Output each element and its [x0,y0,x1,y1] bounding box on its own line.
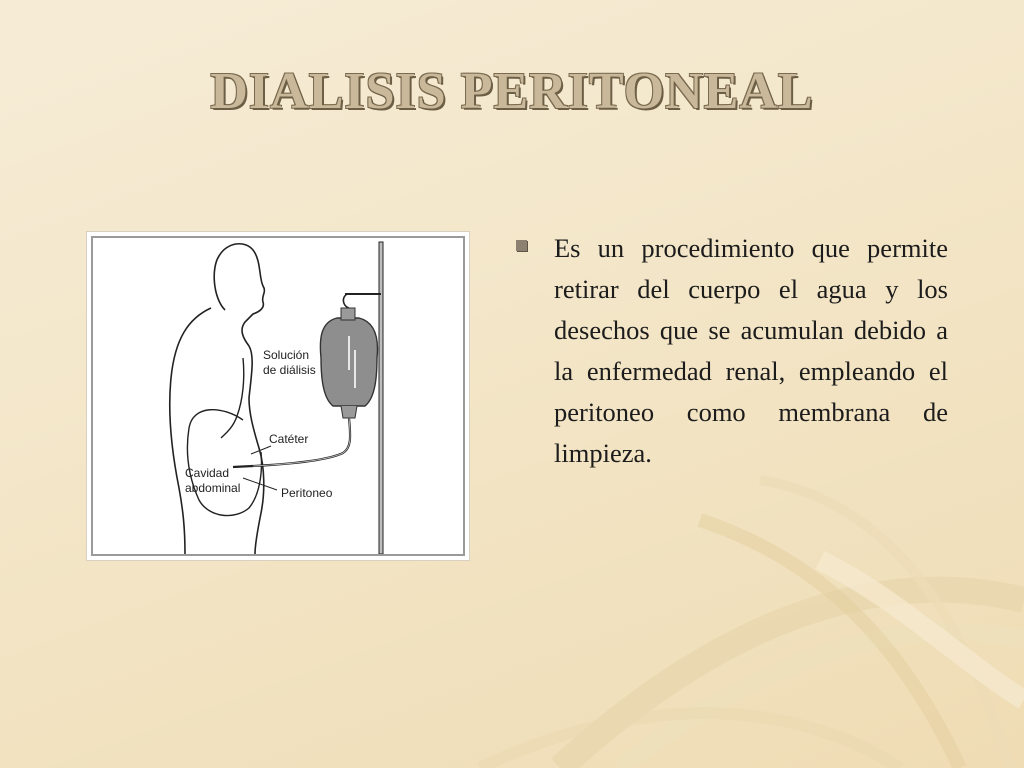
abdominal-cavity-outline [187,410,261,516]
body-outline [214,244,264,554]
label-catheter: Catéter [269,432,309,446]
label-cavity [185,466,240,496]
slide-title: DIALISIS PERITONEAL [210,63,814,120]
label-solution [263,348,316,378]
label-solution-line1: Solución [263,348,310,362]
arm-outline [221,358,244,438]
back-outline [170,308,211,554]
label-cavity-line2: abdominal [185,481,241,495]
label-cavity-line1: Cavidad [185,466,230,480]
dialysis-diagram [86,231,470,561]
label-solution-line2: de diálisis [263,363,316,377]
diagram-frame [91,236,465,556]
label-peritoneum: Peritoneo [281,486,333,500]
iv-pole [379,242,383,554]
square-bullet-icon [516,240,527,251]
bullet-text: Es un procedimiento que permite retirar del cuerpo el agua y los desechos que se acumulan debido a la enfermedad renal, empleando el peritoneo como membrana de limpieza. [554,233,948,468]
diagram-illustration [93,238,463,554]
